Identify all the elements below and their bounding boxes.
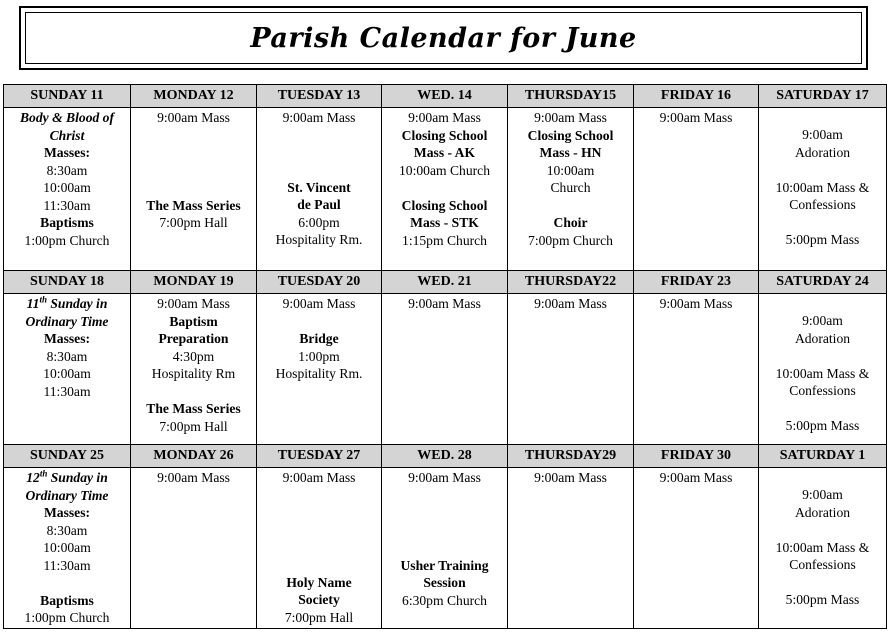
daily-mass: 9:00am Mass (408, 110, 481, 125)
feast-name: Ordinary Time (25, 313, 109, 329)
mass-time: 8:30am (46, 522, 88, 538)
week-row (4, 468, 887, 629)
event-time: 10:00am (546, 162, 595, 178)
daily-mass: 9:00am Mass (534, 470, 607, 485)
daily-mass: 9:00am Mass (282, 110, 356, 125)
saturday-mass: 10:00am Mass & (775, 365, 870, 381)
event-place: Church (550, 180, 591, 195)
event-title: Bridge (299, 331, 339, 346)
event-time: 1:00pm (298, 348, 340, 364)
day-cell-saturday (759, 468, 887, 629)
event-place: Hospitality Rm (151, 366, 236, 381)
adoration-label: Adoration (794, 504, 851, 520)
day-cell-wednesday (382, 294, 508, 445)
title-frame (19, 6, 868, 70)
daily-mass: 9:00am Mass (157, 296, 230, 311)
day-header: THURSDAY29 (508, 445, 634, 468)
day-cell-wednesday (382, 108, 508, 271)
event-title: Baptism (169, 313, 218, 329)
event-detail: 10:00am Church (399, 162, 490, 178)
event-title: Mass - AK (413, 145, 476, 160)
event-detail: 1:00pm Church (24, 610, 110, 625)
daily-mass: 9:00am Mass (659, 296, 733, 311)
day-cell-thursday (508, 108, 634, 271)
day-header: SATURDAY 17 (759, 85, 887, 108)
day-cell-saturday (759, 108, 887, 271)
event-title: Baptisms (40, 592, 94, 608)
day-cell-monday (131, 108, 257, 271)
masses-label: Masses: (43, 145, 91, 160)
daily-mass: 9:00am Mass (534, 296, 607, 311)
day-header: SUNDAY 11 (4, 85, 131, 108)
event-title: The Mass Series (146, 401, 241, 416)
day-cell-monday (131, 468, 257, 629)
day-header: SUNDAY 25 (4, 445, 131, 468)
event-place: Hospitality Rm. (275, 232, 363, 247)
adoration-time: 9:00am (802, 487, 843, 502)
event-time: 6:00pm (298, 214, 340, 230)
event-title: Session (423, 575, 466, 590)
day-header: TUESDAY 13 (257, 85, 382, 108)
event-detail: 6:30pm Church (402, 592, 487, 608)
saturday-mass: 10:00am Mass & (775, 179, 870, 195)
title-inner-frame (25, 12, 862, 64)
event-title: Choir (553, 215, 588, 230)
event-detail: 1:00pm Church (24, 232, 110, 248)
masses-label: Masses: (43, 505, 91, 520)
mass-time: 11:30am (43, 197, 91, 213)
day-header: WED. 28 (382, 445, 508, 468)
day-header: MONDAY 19 (131, 271, 257, 294)
week-header-row (4, 271, 887, 294)
day-cell-monday (131, 294, 257, 445)
event-title: Closing School (401, 197, 488, 213)
event-title: St. Vincent (287, 179, 351, 195)
day-header: FRIDAY 23 (634, 271, 759, 294)
mass-time: 10:00am (43, 180, 91, 195)
day-cell-friday (634, 294, 759, 445)
day-cell-saturday (759, 294, 887, 445)
event-detail: 7:00pm Hall (159, 215, 228, 230)
day-header: WED. 14 (382, 85, 508, 108)
feast-name: Body & Blood of (19, 110, 115, 125)
day-header: SUNDAY 18 (4, 271, 131, 294)
adoration-time: 9:00am (802, 313, 843, 328)
day-cell-wednesday (382, 468, 508, 629)
feast-name: Christ (49, 127, 85, 143)
confessions: Confessions (789, 383, 856, 398)
event-title: Usher Training (400, 557, 489, 573)
mass-time: 8:30am (46, 348, 88, 364)
calendar-grid (3, 84, 887, 629)
day-cell-sunday (4, 294, 131, 445)
adoration-label: Adoration (794, 330, 851, 346)
event-detail: 1:15pm Church (402, 232, 487, 248)
daily-mass: 9:00am Mass (157, 110, 230, 125)
day-header: MONDAY 26 (131, 445, 257, 468)
day-cell-tuesday (257, 468, 382, 629)
confessions: Confessions (789, 557, 856, 572)
vigil-mass: 5:00pm Mass (785, 418, 860, 433)
day-header: FRIDAY 30 (634, 445, 759, 468)
confessions: Confessions (789, 197, 856, 212)
day-header: TUESDAY 20 (257, 271, 382, 294)
feast-name: 11th Sunday in (26, 294, 108, 311)
day-cell-sunday (4, 108, 131, 271)
event-title: Mass - HN (539, 145, 602, 160)
week-row (4, 108, 887, 271)
day-cell-tuesday (257, 108, 382, 271)
event-detail: 7:00pm Hall (159, 418, 228, 434)
event-title: Baptisms (40, 215, 94, 230)
event-place: Hospitality Rm. (275, 366, 363, 381)
day-header: WED. 21 (382, 271, 508, 294)
daily-mass: 9:00am Mass (408, 470, 481, 485)
saturday-mass: 10:00am Mass & (775, 539, 870, 555)
mass-time: 11:30am (43, 557, 91, 573)
day-cell-sunday (4, 468, 131, 629)
event-time: 4:30pm (172, 348, 215, 364)
day-cell-thursday (508, 294, 634, 445)
event-title: Mass - STK (410, 215, 479, 230)
week-header-row (4, 445, 887, 468)
event-title: Closing School (527, 127, 614, 143)
event-title: Preparation (158, 331, 229, 346)
event-title: Holy Name (286, 574, 352, 590)
mass-time: 10:00am (43, 366, 91, 381)
day-header: TUESDAY 27 (257, 445, 382, 468)
daily-mass: 9:00am Mass (157, 470, 230, 485)
adoration-label: Adoration (794, 144, 851, 160)
feast-name: 12th Sunday in (26, 468, 108, 485)
day-header: SATURDAY 1 (759, 445, 887, 468)
week-header-row (4, 85, 887, 108)
vigil-mass: 5:00pm Mass (785, 232, 860, 247)
masses-label: Masses: (43, 331, 91, 346)
daily-mass: 9:00am Mass (659, 110, 733, 125)
adoration-time: 9:00am (802, 127, 843, 142)
daily-mass: 9:00am Mass (282, 296, 356, 311)
day-header: MONDAY 12 (131, 85, 257, 108)
mass-time: 10:00am (43, 540, 91, 555)
event-title: The Mass Series (146, 197, 241, 213)
event-title: Society (298, 592, 340, 607)
day-cell-friday (634, 468, 759, 629)
daily-mass: 9:00am Mass (408, 296, 481, 311)
week-row (4, 294, 887, 445)
feast-name: Ordinary Time (25, 487, 109, 503)
day-header: SATURDAY 24 (759, 271, 887, 294)
daily-mass: 9:00am Mass (659, 470, 733, 485)
day-cell-thursday (508, 468, 634, 629)
event-title: Closing School (401, 127, 488, 143)
mass-time: 11:30am (43, 383, 91, 399)
day-header: THURSDAY22 (508, 271, 634, 294)
day-header: THURSDAY15 (508, 85, 634, 108)
day-header: FRIDAY 16 (634, 85, 759, 108)
daily-mass: 9:00am Mass (534, 110, 607, 125)
event-detail: 7:00pm Church (528, 232, 613, 248)
event-title: de Paul (297, 197, 341, 212)
event-detail: 7:00pm Hall (284, 609, 354, 625)
page-title: Parish Calendar for June (250, 22, 637, 54)
day-cell-friday (634, 108, 759, 271)
day-cell-tuesday (257, 294, 382, 445)
daily-mass: 9:00am Mass (282, 470, 356, 485)
mass-time: 8:30am (46, 162, 88, 178)
vigil-mass: 5:00pm Mass (785, 592, 860, 607)
